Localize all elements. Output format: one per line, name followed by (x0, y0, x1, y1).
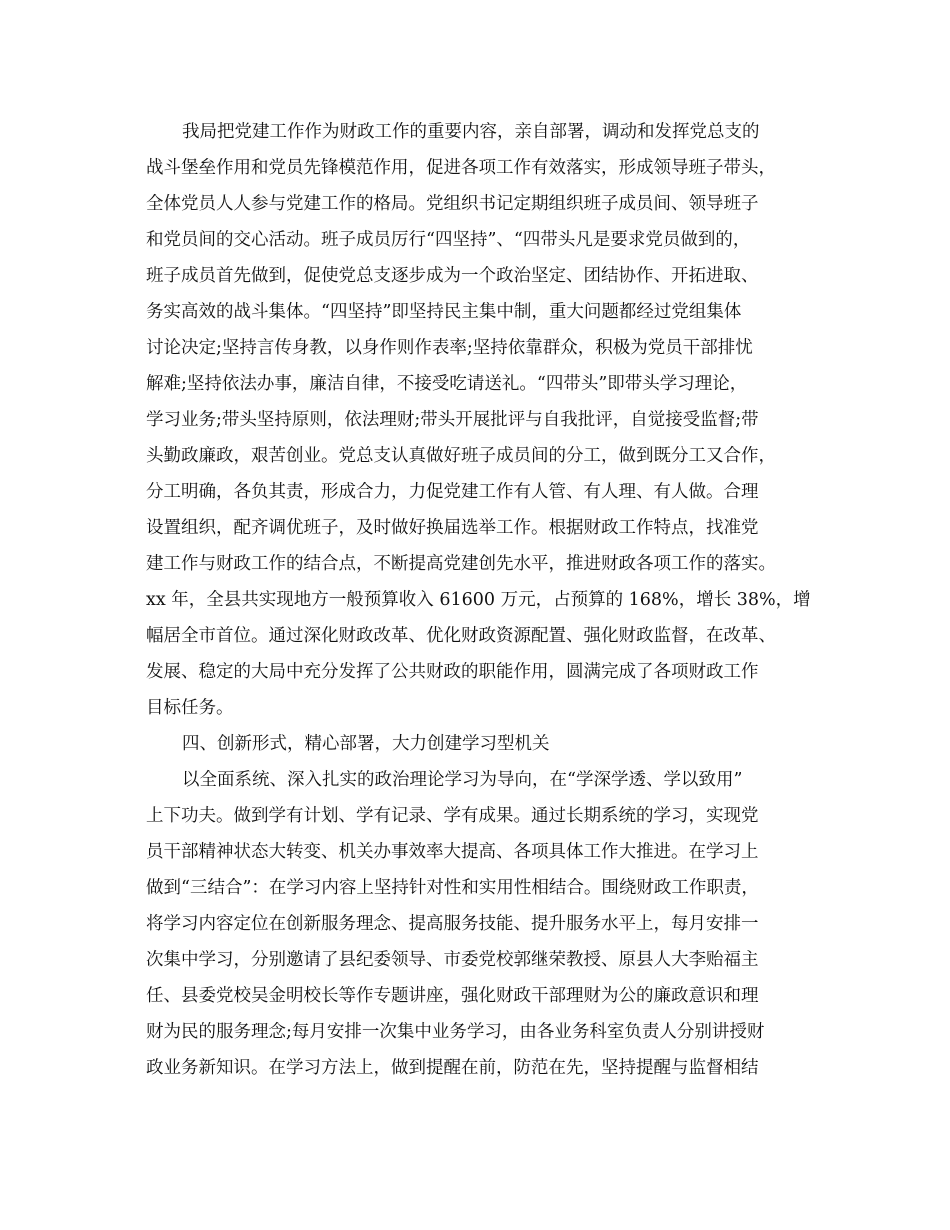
paragraph-1-line-12: 设置组织，配齐调优班子，及时做好换届选举工作。根据财政工作特点，找准党 (146, 518, 759, 538)
paragraph-1-line-13: 建工作与财政工作的结合点，不断提高党建创先水平，推进财政各项工作的落实。 (146, 554, 776, 574)
paragraph-1-line-6: 务实高效的战斗集体。“四坚持”即坚持民主集中制，重大问题都经过党组集体 (146, 302, 742, 322)
paragraph-1-line-4: 和党员间的交心活动。班子成员厉行“四坚持”、“四带头凡是要求党员做到的， (146, 230, 751, 250)
paragraph-2-line-4: 做到“三结合”：在学习内容上坚持针对性和实用性相结合。围绕财政工作职责， (146, 878, 759, 898)
paragraph-1-line-7: 讨论决定;坚持言传身教，以身作则作表率;坚持依靠群众，积极为党员干部排忧 (146, 338, 753, 358)
paragraph-2-line-7: 任、县委党校吴金明校长等作专题讲座，强化财政干部理财为公的廉政意识和理 (146, 986, 759, 1006)
paragraph-2-line-5: 将学习内容定位在创新服务理念、提高服务技能、提升服务水平上，每月安排一 (146, 914, 759, 934)
paragraph-1-line-3: 全体党员人人参与党建工作的格局。党组织书记定期组织班子成员间、领导班子 (146, 194, 759, 214)
paragraph-2-line-6: 次集中学习，分别邀请了县纪委领导、市委党校郭继荣教授、原县人大李贻福主 (146, 950, 759, 970)
paragraph-1-line-14: xx 年，全县共实现地方一般预算收入 61600 万元，占预算的 168%，增长 38%，增 (146, 590, 811, 610)
paragraph-1-line-16: 发展、稳定的大局中充分发挥了公共财政的职能作用，圆满完成了各项财政工作 (146, 662, 759, 682)
paragraph-2-line-2: 上下功夫。做到学有计划、学有记录、学有成果。通过长期系统的学习，实现党 (146, 806, 759, 826)
paragraph-1-line-10: 头勤政廉政，艰苦创业。党总支认真做好班子成员间的分工，做到既分工又合作， (146, 446, 776, 466)
paragraph-1-line-11: 分工明确，各负其责，形成合力，力促党建工作有人管、有人理、有人做。合理 (146, 482, 759, 502)
paragraph-2-line-3: 员干部精神状态大转变、机关办事效率大提高、各项具体工作大推进。在学习上 (146, 842, 759, 862)
paragraph-1-line-1: 我局把党建工作作为财政工作的重要内容，亲自部署，调动和发挥党总支的 (182, 122, 760, 142)
paragraph-2-line-9: 政业务新知识。在学习方法上，做到提醒在前，防范在先，坚持提醒与监督相结 (146, 1058, 759, 1078)
paragraph-1-line-9: 学习业务;带头坚持原则，依法理财;带头开展批评与自我批评，自觉接受监督;带 (146, 410, 759, 430)
section-heading: 四、创新形式，精心部署，大力创建学习型机关 (182, 734, 550, 754)
paragraph-1-line-15: 幅居全市首位。通过深化财政改革、优化财政资源配置、强化财政监督，在改革、 (146, 626, 776, 646)
paragraph-2-line-1: 以全面系统、深入扎实的政治理论学习为导向，在“学深学透、学以致用” (182, 770, 743, 790)
paragraph-1-line-5: 班子成员首先做到，促使党总支逐步成为一个政治坚定、团结协作、开拓进取、 (146, 266, 759, 286)
paragraph-1-line-8: 解难;坚持依法办事，廉洁自律，不接受吃请送礼。“四带头”即带头学习理论， (146, 374, 748, 394)
paragraph-2-line-8: 财为民的服务理念;每月安排一次集中业务学习，由各业务科室负责人分别讲授财 (146, 1022, 765, 1042)
paragraph-1-line-2: 战斗堡垒作用和党员先锋模范作用，促进各项工作有效落实，形成领导班子带头， (146, 158, 776, 178)
paragraph-1-line-17: 目标任务。 (146, 698, 234, 718)
